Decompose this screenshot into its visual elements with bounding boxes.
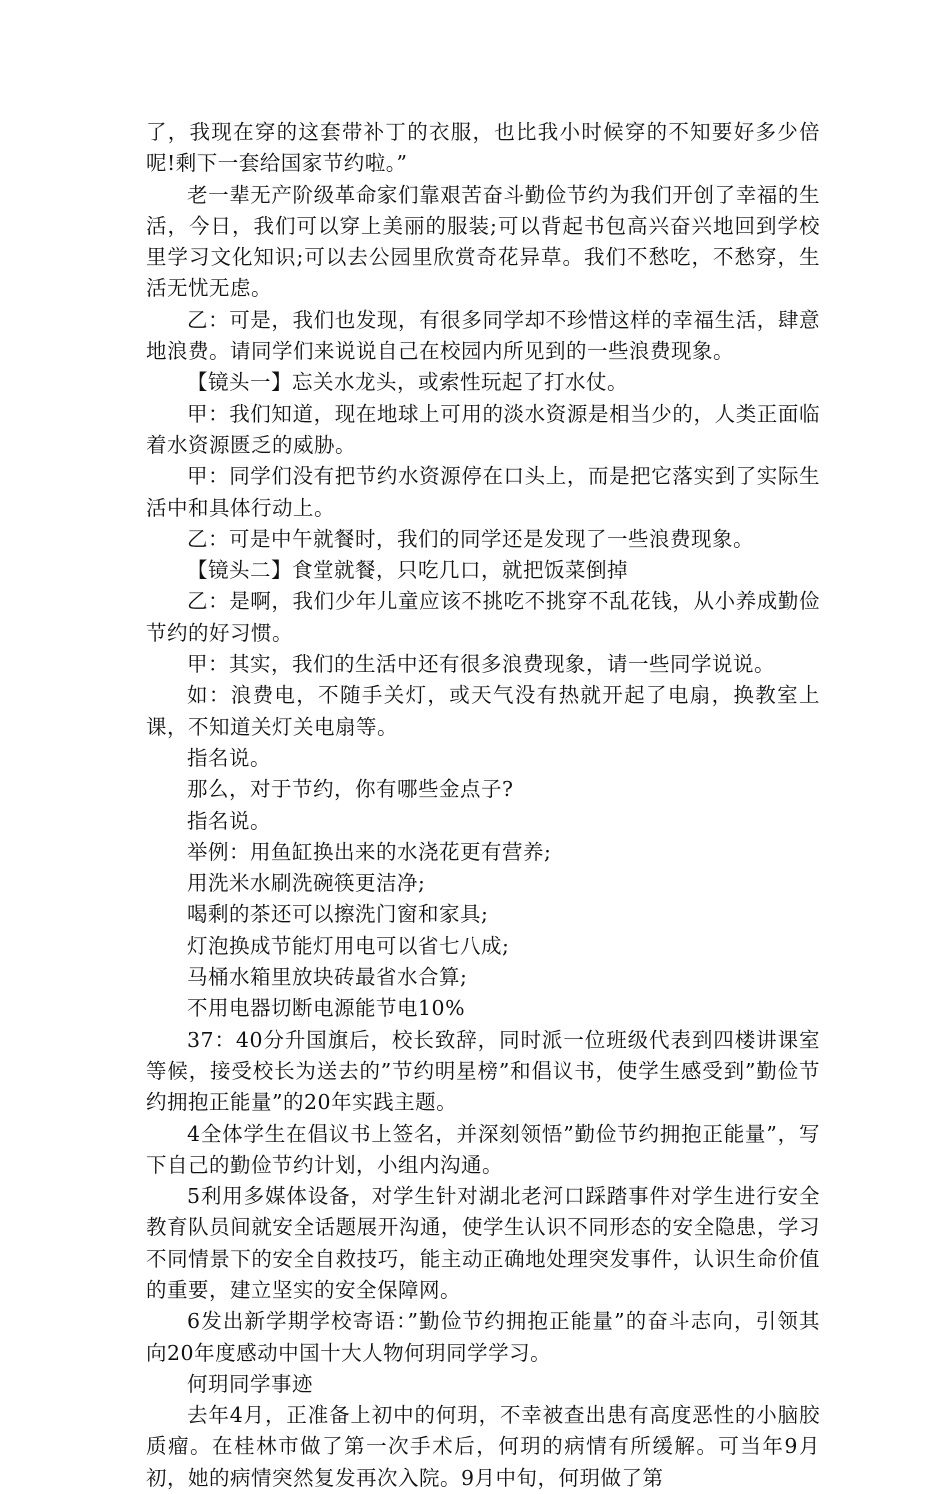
paragraph: 乙：可是，我们也发现，有很多同学却不珍惜这样的幸福生活，肆意地浪费。请同学们来说说自己在校园内所见到的一些浪费现象。 (146, 307, 820, 364)
section-heading: 何玥同学事迹 (187, 1371, 313, 1396)
paragraph: 那么，对于节约，你有哪些金点子? (187, 777, 514, 802)
scene-heading: 【镜头二】食堂就餐，只吃几口，就把饭菜倒掉 (187, 558, 628, 583)
list-item: 用洗米水刷洗碗筷更洁净; (187, 871, 426, 896)
paragraph: 4全体学生在倡议书上签名，并深刻领悟”勤俭节约拥抱正能量”，写下自己的勤俭节约计划，小组内沟通。 (146, 1121, 820, 1177)
paragraph: 甲：我们知道，现在地球上可用的淡水资源是相当少的，人类正面临着水资源匮乏的威胁。 (146, 401, 820, 457)
paragraph: 老一辈无产阶级革命家们靠艰苦奋斗勤俭节约为我们开创了幸福的生活，今日，我们可以穿上美丽的服装;可以背起书包高兴奋兴地回到学校里学习文化知识;可以去公园里欣赏奇花异草。我们不愁吃，不愁穿，生活无忧无虑。 (146, 182, 820, 301)
list-item: 喝剩的茶还可以擦洗门窗和家具; (187, 902, 489, 927)
paragraph: 甲：其实，我们的生活中还有很多浪费现象，请一些同学说说。 (187, 652, 775, 677)
document-body (146, 117, 820, 1494)
scene-heading: 【镜头一】忘关水龙头，或索性玩起了打水仗。 (187, 370, 628, 395)
paragraph: 指名说。 (187, 745, 271, 770)
paragraph: 37：40分升国旗后，校长致辞，同时派一位班级代表到四楼讲课室等候，接受校长为送去的”节约明星榜”和倡议书，使学生感受到”勤俭节约拥抱正能量”的20年实践主题。 (146, 1027, 820, 1115)
paragraph: 甲：同学们没有把节约水资源停在口头上，而是把它落实到了实际生活中和具体行动上。 (146, 464, 820, 520)
paragraph: 乙：可是中午就餐时，我们的同学还是发现了一些浪费现象。 (187, 526, 754, 551)
list-item: 不用电器切断电源能节电10% (187, 996, 466, 1021)
paragraph: 去年4月，正准备上初中的何玥，不幸被查出患有高度恶性的小脑胶质瘤。在桂林市做了第一次手术后，何玥的病情有所缓解。可当年9月初，她的病情突然复发再次入院。9月中旬，何玥做了第 (146, 1403, 820, 1490)
paragraph: 5利用多媒体设备，对学生针对湖北老河口踩踏事件对学生进行安全教育队员间就安全话题展开沟通，使学生认识不同形态的安全隐患，学习不同情景下的安全自救技巧，能主动正确地处理突发事件，认识生命价值的重要，建立坚实的安全保障网。 (146, 1184, 820, 1302)
paragraph: 了，我现在穿的这套带补丁的衣服，也比我小时候穿的不知要好多少倍呢!剩下一套给国家节约啦。” (146, 120, 820, 176)
list-item: 马桶水箱里放块砖最省水合算; (187, 965, 468, 990)
list-item: 灯泡换成节能灯用电可以省七八成; (187, 933, 510, 958)
paragraph: 如：浪费电，不随手关灯，或天气没有热就开起了电扇，换教室上课，不知道关灯关电扇等。 (146, 683, 820, 739)
paragraph: 乙：是啊，我们少年儿童应该不挑吃不挑穿不乱花钱，从小养成勤俭节约的好习惯。 (146, 589, 820, 645)
paragraph: 6发出新学期学校寄语：”勤俭节约拥抱正能量”的奋斗志向，引领其向20年度感动中国十大人物何玥同学学习。 (146, 1309, 820, 1365)
paragraph: 指名说。 (187, 808, 271, 833)
list-item: 举例：用鱼缸换出来的水浇花更有营养; (187, 839, 552, 864)
